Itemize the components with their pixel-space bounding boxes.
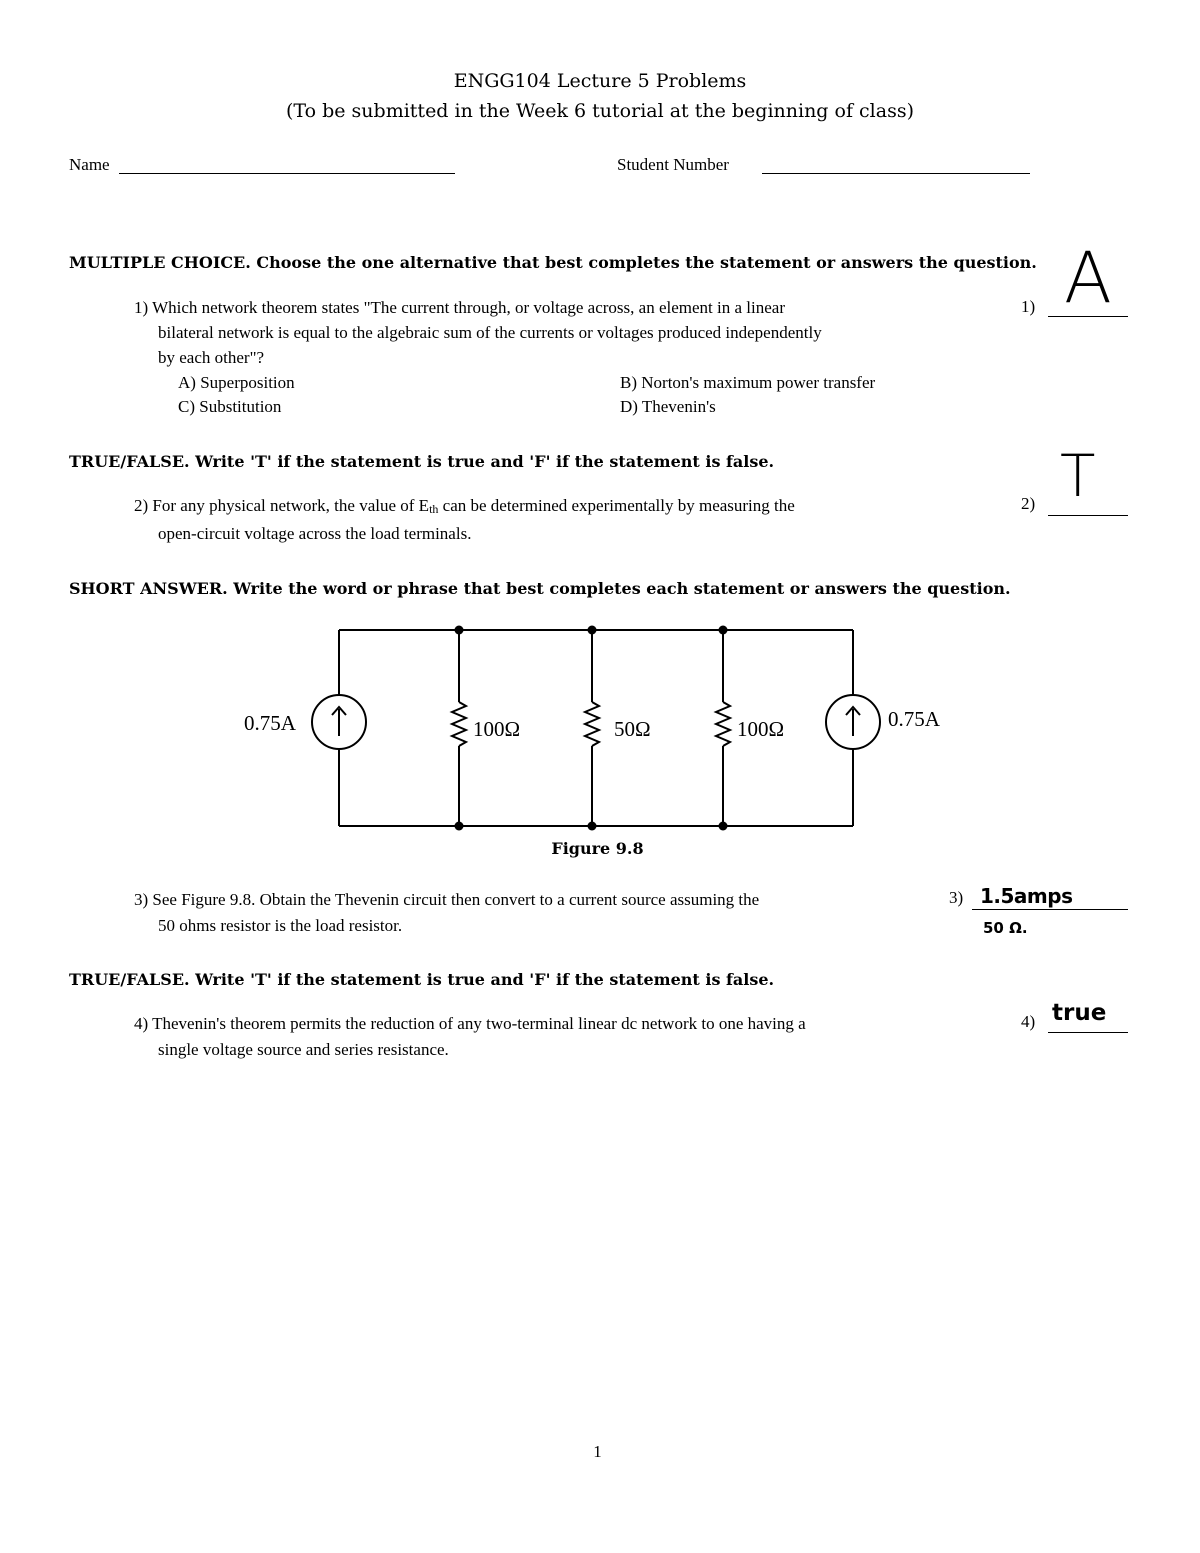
resistor-100-left — [452, 702, 466, 746]
q1-handwritten-answer: A — [1064, 237, 1112, 319]
tf-section-heading-1: TRUE/FALSE. Write 'T' if the statement is true and 'F' if the statement is false. — [69, 452, 775, 471]
q4-line-1: 4) Thevenin's theorem permits the reduction of any two-terminal linear dc network to one having a — [134, 1014, 806, 1033]
page-subtitle: (To be submitted in the Week 6 tutorial at the beginning of class) — [286, 100, 914, 122]
circuit-figure-9-8 — [236, 618, 966, 838]
node-dot — [455, 626, 464, 635]
resistor-100-right — [716, 702, 730, 746]
r1-label: 100Ω — [473, 717, 521, 741]
page-title: ENGG104 Lecture 5 Problems — [453, 70, 747, 92]
q4-answer-line[interactable] — [1048, 1032, 1128, 1033]
node-dot — [719, 626, 728, 635]
tf-section-heading-2: TRUE/FALSE. Write 'T' if the statement is true and 'F' if the statement is false. — [69, 970, 775, 989]
q2-answer-line[interactable] — [1048, 515, 1128, 516]
page-number: 1 — [593, 1442, 602, 1461]
q3-handwritten-answer-2: 50 Ω. — [983, 919, 1028, 937]
node-dot — [588, 626, 597, 635]
r2-label: 50Ω — [614, 717, 651, 741]
node-dot — [588, 822, 597, 831]
name-label: Name — [69, 155, 110, 174]
mc-section-heading: MULTIPLE CHOICE. Choose the one alternative that best completes the statement or answers the question. — [69, 253, 1037, 272]
q1-line-2: bilateral network is equal to the algebraic sum of the currents or voltages produced independently — [158, 323, 822, 342]
source-left-label: 0.75A — [244, 711, 296, 735]
q2-line-1: 2) For any physical network, the value of $E_{th}$ can be determined experimentally by measuring the — [134, 496, 795, 516]
figure-caption: Figure 9.8 — [551, 839, 644, 858]
q1-answer-number: 1) — [1021, 297, 1036, 316]
q1-option-b: B) Norton's maximum power transfer — [620, 373, 876, 392]
q3-answer-number: 3) — [949, 888, 964, 907]
node-dot — [455, 822, 464, 831]
sa-section-heading: SHORT ANSWER. Write the word or phrase that best completes each statement or answers the question. — [69, 579, 1011, 598]
node-dot — [719, 822, 728, 831]
resistor-50 — [585, 702, 599, 746]
student-number-field[interactable] — [762, 173, 1030, 174]
q2-handwritten-answer: T — [1060, 442, 1096, 510]
q1-option-a: A) Superposition — [178, 373, 295, 392]
name-field[interactable] — [119, 173, 455, 174]
q3-answer-line[interactable] — [972, 909, 1128, 910]
q3-line-2: 50 ohms resistor is the load resistor. — [158, 916, 403, 935]
q4-line-2: single voltage source and series resistance. — [158, 1040, 449, 1059]
q2-line-2: open-circuit voltage across the load terminals. — [158, 524, 472, 543]
q4-handwritten-answer: true — [1052, 1000, 1107, 1026]
q4-answer-number: 4) — [1021, 1012, 1036, 1031]
q1-option-d: D) Thevenin's — [620, 397, 716, 416]
q3-handwritten-answer-1: 1.5amps — [980, 884, 1073, 908]
q1-option-c: C) Substitution — [178, 397, 282, 416]
q1-line-3: by each other"? — [158, 348, 265, 367]
q3-line-1: 3) See Figure 9.8. Obtain the Thevenin circuit then convert to a current source assuming the — [134, 890, 760, 909]
r3-label: 100Ω — [737, 717, 785, 741]
q2-answer-number: 2) — [1021, 494, 1036, 513]
q1-line-1: 1) Which network theorem states "The current through, or voltage across, an element in a linear — [134, 298, 785, 317]
source-right-label: 0.75A — [888, 707, 940, 731]
student-number-label: Student Number — [617, 155, 729, 174]
